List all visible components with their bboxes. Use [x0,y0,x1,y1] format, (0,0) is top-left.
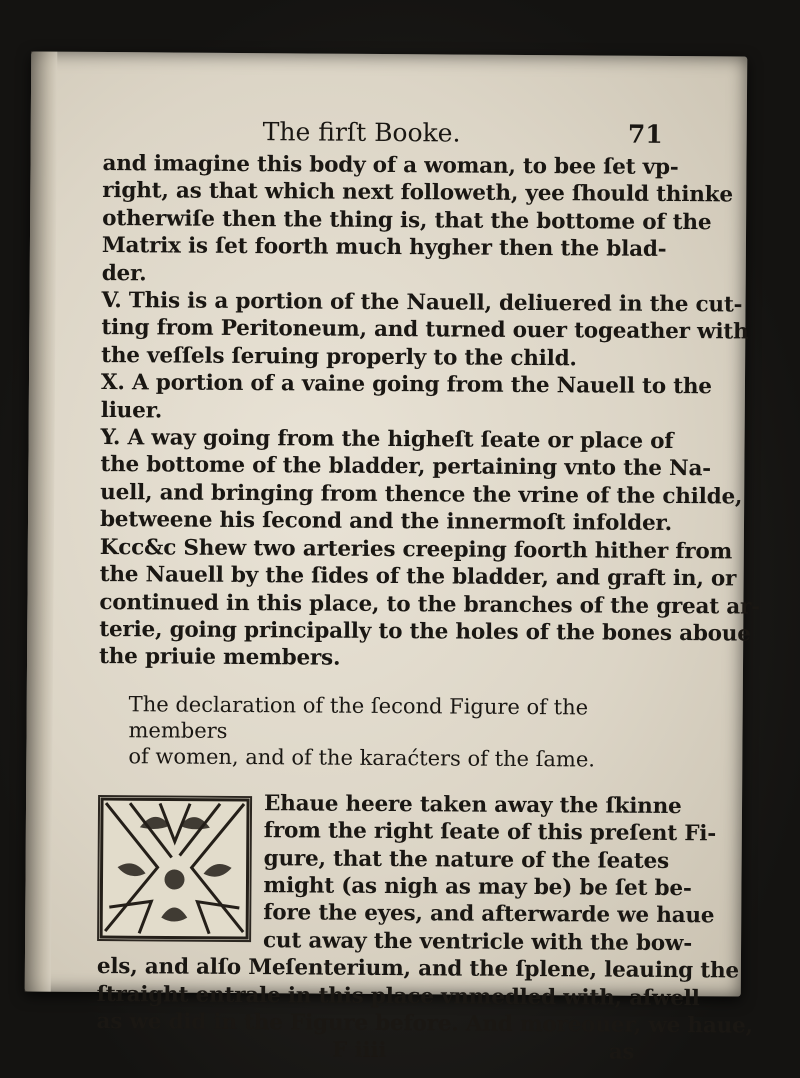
text-line: the veſſels ſeruing properly to the child. [101,342,577,372]
text-line: X. A portion of a vaine going from the Nauell to the [100,370,712,400]
body-text [98,150,760,675]
text-line: Kcc&c Shew two arteries creeping foorth hither from [99,534,733,565]
text-line: from the right ſeate of this preſent Fi- [263,818,717,847]
page-gutter-shadow [25,52,58,992]
text-line: Matrix is ſet foorth much hygher then the blad- [101,233,667,263]
section-heading-line: of women, and of the karaćters of the ſame. [128,743,596,772]
text-line: as we did in the Figure before. And moreouer, we haue, [96,1008,753,1039]
text-line: betweene his ſecond and the innermoſt infolder. [99,507,673,537]
catchword: as [608,1038,635,1065]
text-line: ting from Peritoneum, and turned ouer togeather with [101,315,749,345]
text-line: continued in this place, to the branches of the great ar- [99,589,760,620]
page-number: 71 [627,119,663,149]
text-line: uell, and bringing from thence the vrine of the childe, [100,479,743,510]
text-line: fore the eyes, and afterwarde we haue [263,900,715,929]
text-line: els, and alſo Meſenterium, and the ſplene, leauing the [96,954,740,984]
text-line: gure, that the nature of the ſeates [263,845,670,874]
text-line: Y. A way going from the higheſt ſeate or place of [100,425,674,455]
page-header [103,114,663,154]
page-footer [96,1035,656,1067]
book-page [25,52,760,1065]
text-line: the bottome of the bladder, pertaining vnto the Na- [100,452,712,482]
section-heading [98,691,659,773]
text-line: der. [101,260,147,286]
section-heading-line: The declaration of the ſecond Figure of the members [128,691,589,743]
text-line: otherwiſe then the thing is, that the bottome of the [102,205,712,236]
figure-paragraph [96,789,753,1040]
text-line: and imagine this body of a woman, to bee ſet vp- [102,151,679,181]
text-line: cut away the ventricle with the bow- [263,927,693,956]
text-line: the Nauell by the ſides of the bladder, and graft in, or [99,562,737,592]
text-line: might (as nigh as may be) be ſet be- [263,873,692,902]
text-line: terie, going principally to the holes of the bones aboue [99,616,751,647]
running-head: The firſt Booke. [262,117,461,148]
text-line: liuer. [100,397,163,424]
text-line: the priuie members. [98,644,341,671]
page-text [96,114,760,1067]
text-line: Ehaue heere taken away the ſkinne [263,790,682,819]
woodcut-initial-ornament [97,795,252,942]
text-line: V. This is a portion of the Nauell, deliuered in the cut- [101,288,743,318]
woodcut-ornament-icon [99,797,250,940]
text-line: ſtraight entrale in this place vnmedled with, aſwell [96,981,700,1011]
text-line: right, as that which next followeth, yee ſhould thinke [102,178,733,208]
signature-mark: F iiii [332,1037,387,1063]
